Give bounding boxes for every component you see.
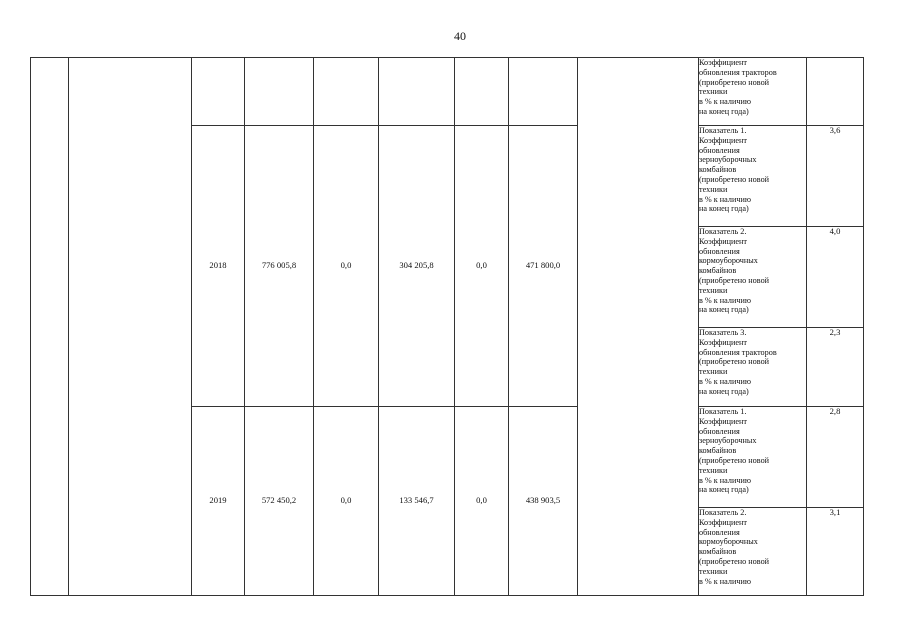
indicator-cell (699, 58, 807, 126)
federal-cell: 0,0 (314, 126, 379, 407)
indicator-cell (699, 126, 807, 227)
federal-cell: 0,0 (314, 407, 379, 596)
regional-cell: 133 546,7 (379, 407, 455, 596)
local-cell (455, 58, 509, 126)
total-cell: 776 005,8 (245, 126, 314, 407)
year-cell: 2018 (192, 126, 245, 407)
indicator-text: Показатель 2. Коэффициент обновления кормоуборочных комбайнов (приобретено новой техники в % к наличию (699, 508, 770, 586)
indicator-text: Показатель 2. Коэффициент обновления кормоуборочных комбайнов (приобретено новой техники в % к наличию на конец года) (699, 227, 770, 315)
indicator-value: 2,8 (807, 407, 864, 508)
indicator-text: Коэффициент обновления тракторов (приобретено новой техники в % к наличию на конец года) (699, 58, 777, 116)
indicator-text: Показатель 1. Коэффициент обновления зерноуборочных комбайнов (приобретено новой техники в % к наличию на конец года) (699, 126, 770, 214)
page-number: 40 (454, 29, 466, 43)
indicator-value: 4,0 (807, 227, 864, 328)
indicator-text: Показатель 1. Коэффициент обновления зерноуборочных комбайнов (приобретено новой техники в % к наличию на конец года) (699, 407, 770, 495)
table-row (31, 58, 864, 126)
indicator-value: 3,1 (807, 508, 864, 596)
other-cell (509, 58, 578, 126)
other-cell: 438 903,5 (509, 407, 578, 596)
regional-cell: 304 205,8 (379, 126, 455, 407)
federal-cell (314, 58, 379, 126)
table-cell-empty (69, 58, 192, 596)
total-cell (245, 58, 314, 126)
indicator-text: Показатель 3. Коэффициент обновления тракторов (приобретено новой техники в % к наличию на конец года) (699, 328, 777, 396)
regional-cell (379, 58, 455, 126)
total-cell: 572 450,2 (245, 407, 314, 596)
indicator-value: 2,3 (807, 328, 864, 407)
indicator-cell (699, 328, 807, 407)
indicator-cell (699, 407, 807, 508)
indicator-value (807, 58, 864, 126)
year-cell (192, 58, 245, 126)
program-table (30, 57, 864, 596)
indicator-cell (699, 508, 807, 596)
table-cell-empty (31, 58, 69, 596)
local-cell: 0,0 (455, 126, 509, 407)
other-cell: 471 800,0 (509, 126, 578, 407)
local-cell: 0,0 (455, 407, 509, 596)
year-cell: 2019 (192, 407, 245, 596)
table-cell-empty (578, 58, 699, 596)
indicator-value: 3,6 (807, 126, 864, 227)
indicator-cell (699, 227, 807, 328)
